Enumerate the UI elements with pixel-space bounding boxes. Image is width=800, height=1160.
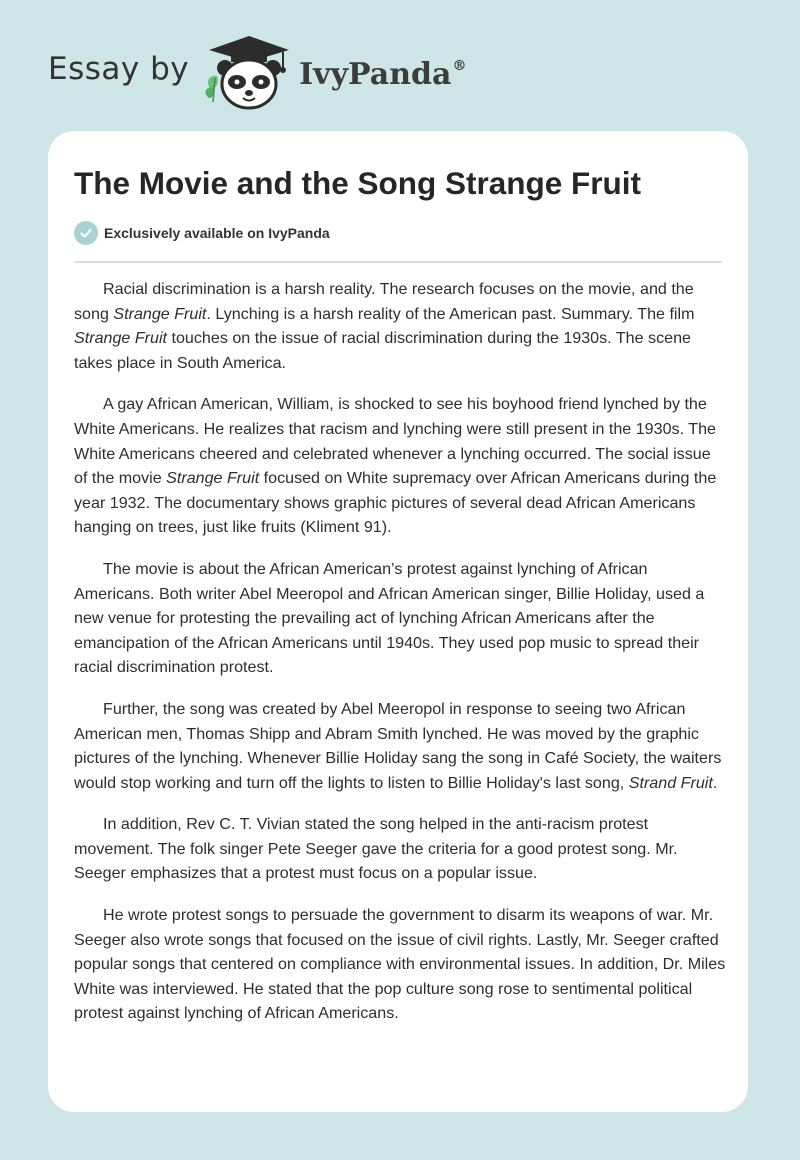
divider	[74, 261, 722, 263]
paragraph-2: A gay African American, William, is shocked to see his boyhood friend lynched by the White Americans. He realizes that racism and lynching were still present in the 1930s. The White Americans cheered and celebrated whenever a lynching occurred. The social issue of the movie Strange Fruit focused on White supremacy over African Americans during the year 1932. The documentary shows graphic pictures of several dead African Americans hanging on trees, just like fruits (Kliment 91).	[74, 395, 717, 537]
brand-prefix: Essay by	[48, 51, 190, 87]
panda-logo-icon[interactable]	[203, 32, 295, 112]
brand-name-text: IvyPanda	[299, 56, 452, 92]
essay-card	[48, 131, 748, 1112]
site-header	[48, 32, 466, 112]
essay-body	[74, 277, 726, 1043]
paragraph-6: He wrote protest songs to persuade the government to disarm its weapons of war. Mr. Seeger also wrote songs that focused on the issue of civil rights. Lastly, Mr. Seeger crafted popular songs that centered on compliance with environmental issues. In addition, Dr. Miles White was interviewed. He stated that the pop culture song rose to sentimental political protest against lynching of African Americans.	[74, 906, 726, 1023]
paragraph-1: Racial discrimination is a harsh reality. The research focuses on the movie, and the song Strange Fruit. Lynching is a harsh reality of the American past. Summary. The film Strange Fruit touches on the issue of racial discrimination during the 1930s. The scene takes place in South America.	[74, 280, 695, 372]
paragraph-5: In addition, Rev C. T. Vivian stated the song helped in the anti-racism protest movement. The folk singer Pete Seeger gave the criteria for a good protest song. Mr. Seeger emphasizes that a protest must focus on a popular issue.	[74, 815, 678, 883]
paragraph-4: Further, the song was created by Abel Meeropol in response to seeing two African American men, Thomas Shipp and Abram Smith lynched. He was moved by the graphic pictures of the lynching. Whenever Billie Holiday sang the song in Café Society, the waiters would stop working and turn off the lights to listen to Billie Holiday's last song, Strand Fruit.	[74, 699, 722, 792]
registered-mark: ®	[452, 57, 467, 74]
paragraph-3: The movie is about the African American’s protest against lynching of African Americans. Both writer Abel Meeropol and African American singer, Billie Holiday, used a new venue for protesting the prevailing act of lynching African Americans after the emancipation of the African Americans until 1940s. They used pop music to spread their racial discrimination protest.	[74, 559, 705, 677]
brand-name[interactable]	[299, 57, 466, 92]
exclusive-badge	[74, 221, 330, 245]
page-title: The Movie and the Song Strange Fruit	[74, 165, 642, 201]
badge-label: Exclusively available on IvyPanda	[104, 225, 330, 241]
check-circle-icon	[74, 221, 98, 245]
